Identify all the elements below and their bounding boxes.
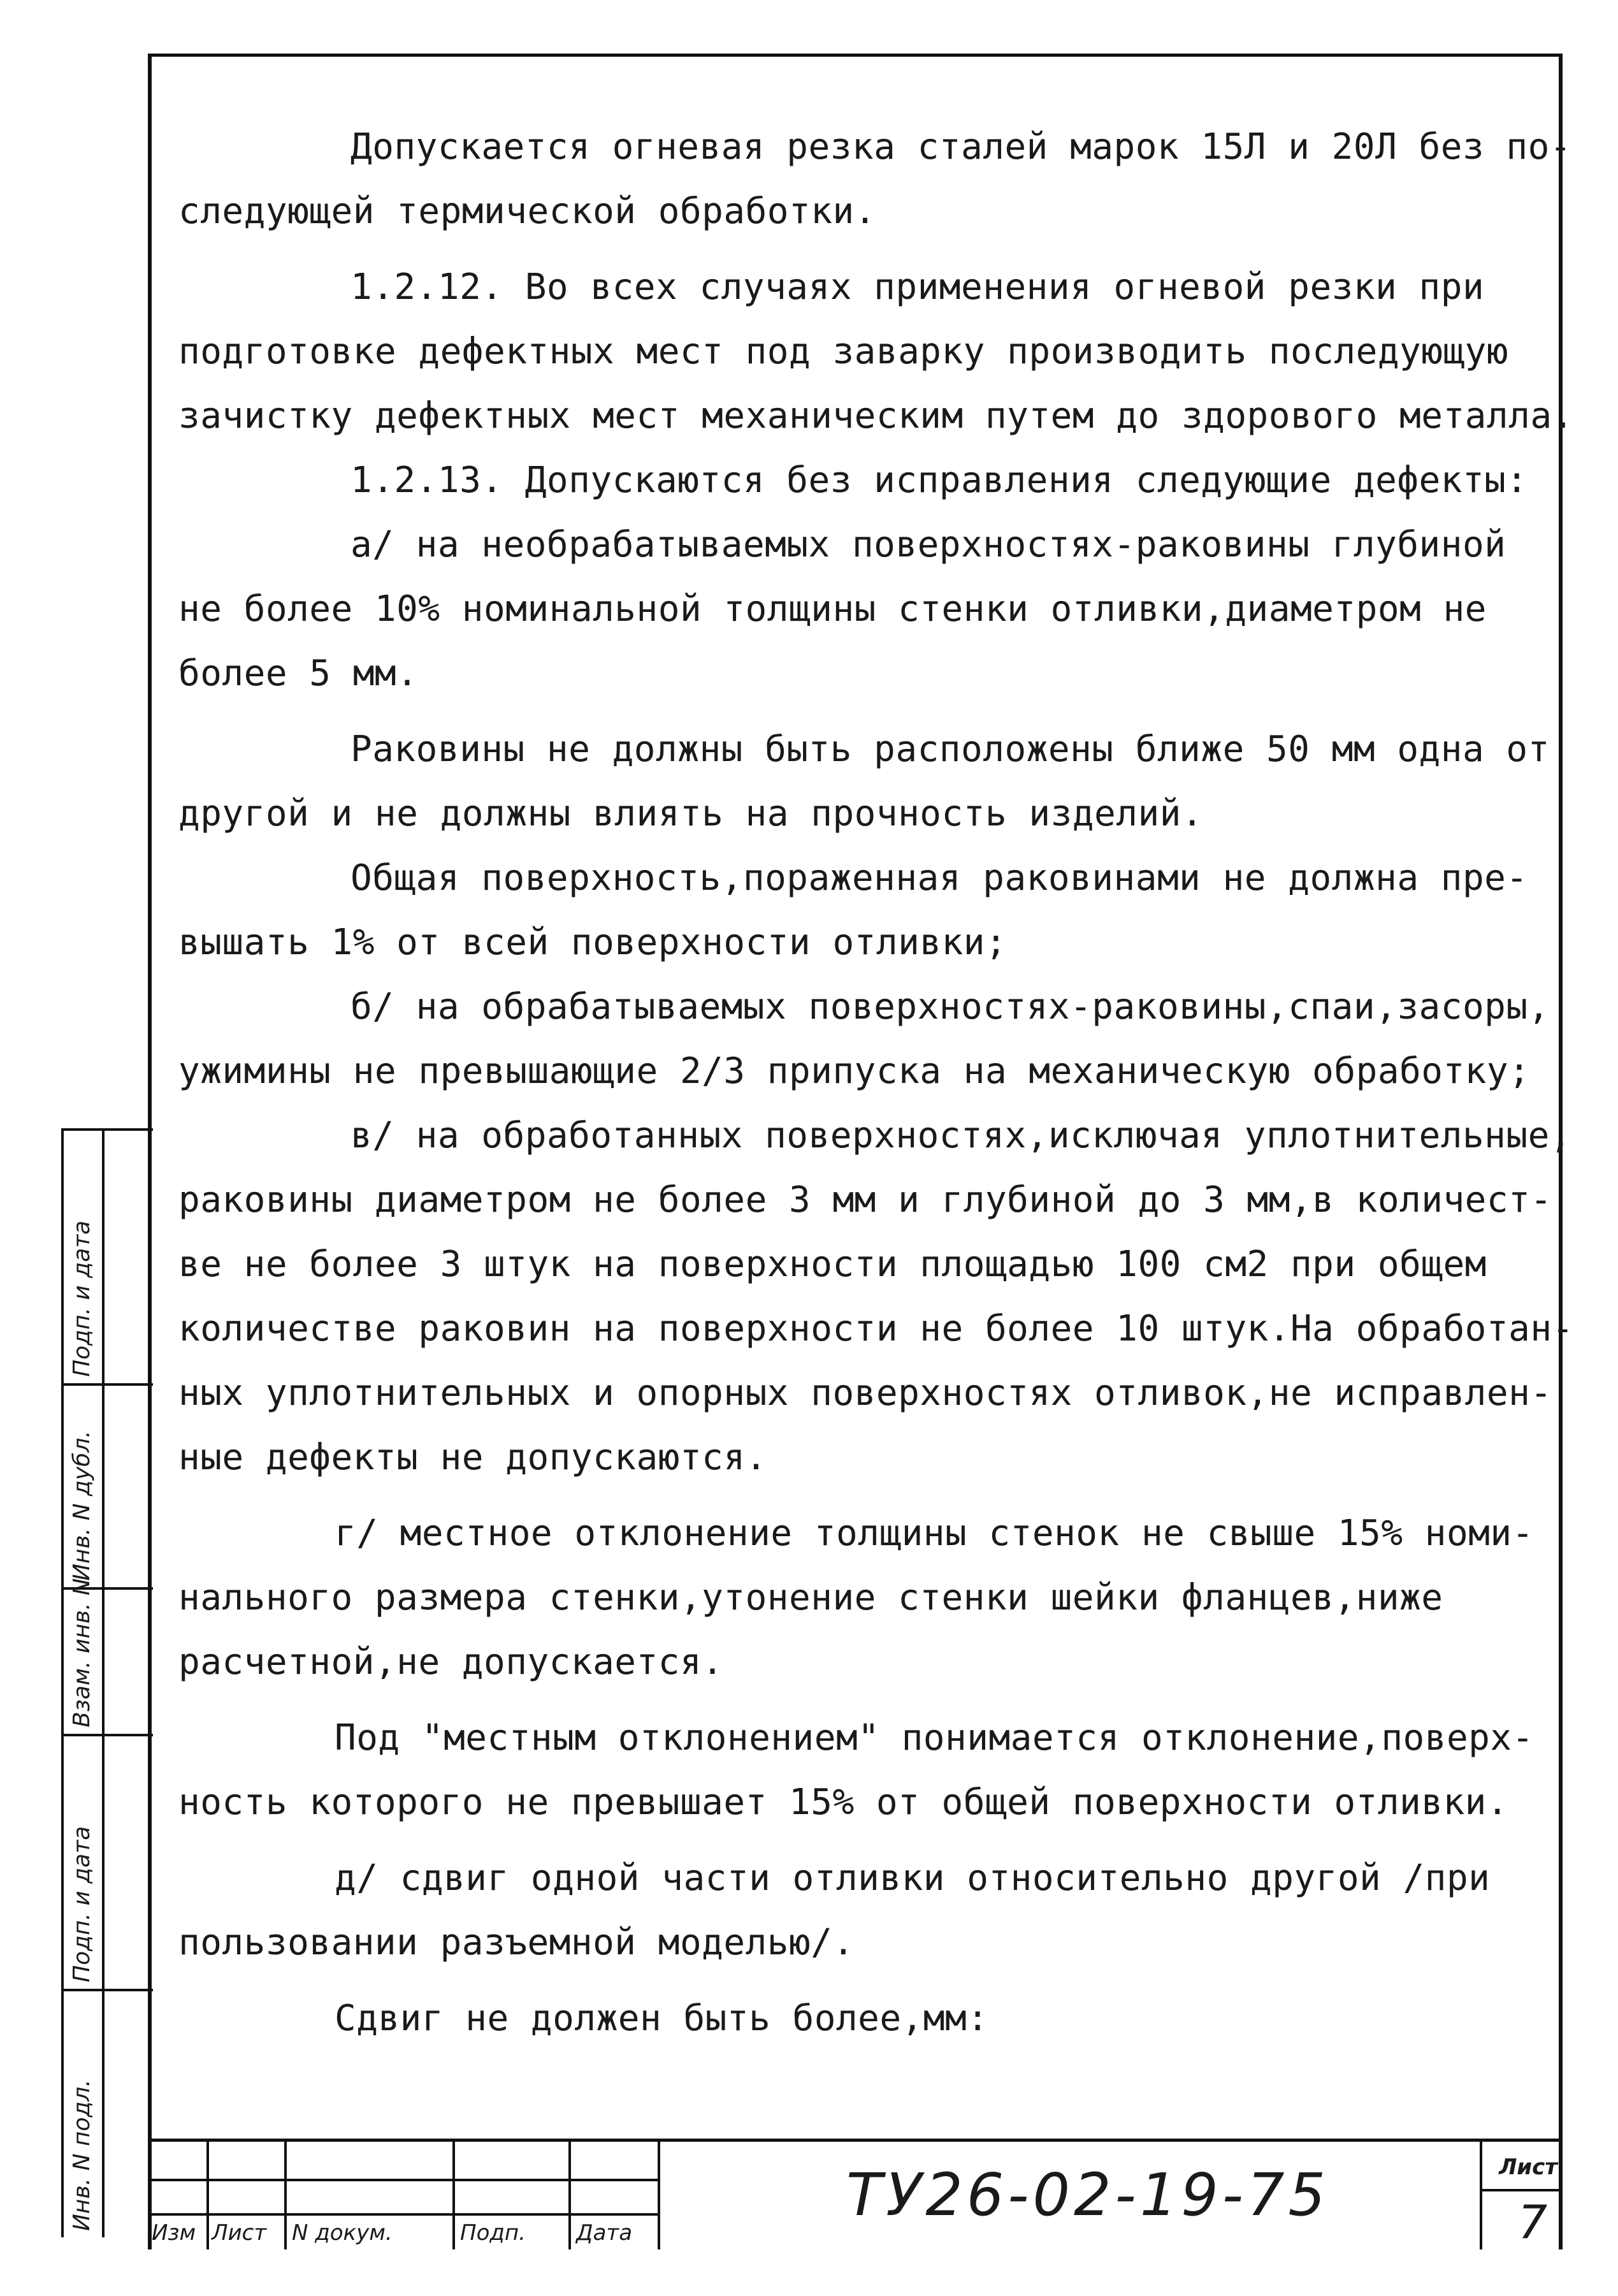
text-line: пользовании разъемной моделью/. xyxy=(178,1922,855,1963)
side-row-line xyxy=(61,1383,153,1386)
text-line: Сдвиг не должен быть более,мм: xyxy=(335,1998,989,2039)
stamp-row-line xyxy=(1480,2189,1563,2191)
text-line: раковины диаметром не более 3 мм и глубиной до 3 мм,в количест- xyxy=(178,1179,1552,1221)
text-line: в/ на обработанных поверхностях,исключая уплотнительные, xyxy=(350,1115,1572,1156)
sheet-label: Лист xyxy=(1499,2154,1557,2180)
side-col-line xyxy=(61,1128,64,2237)
text-line: Общая поверхность,пораженная раковинами не должна пре- xyxy=(350,857,1528,899)
text-line: б/ на обрабатываемых поверхностях-раковины,спаи,засоры, xyxy=(350,986,1550,1028)
text-line: ужимины не превышающие 2/3 припуска на механическую обработку; xyxy=(178,1050,1531,1092)
text-line: другой и не должны влиять на прочность изделий. xyxy=(178,793,1204,834)
text-line: а/ на необрабатываемых поверхностях-раковины глубиной xyxy=(350,524,1506,565)
text-line: д/ сдвиг одной части отливки относительно другой /при xyxy=(335,1857,1491,1899)
stamp-col-line xyxy=(452,2142,455,2249)
document-body xyxy=(178,115,1574,2051)
text-line: Допускается огневая резка сталей марок 15Л и 20Л без по- xyxy=(350,126,1572,168)
side-row-line xyxy=(61,1128,153,1131)
text-line: вышать 1% от всей поверхности отливки; xyxy=(178,922,1008,963)
text-line: нального размера стенки,утонение стенки шейки фланцев,ниже xyxy=(178,1577,1443,1618)
text-line: Раковины не должны быть расположены ближе 50 мм одна от xyxy=(350,729,1550,770)
side-row-line xyxy=(61,1989,153,1991)
text-line: г/ местное отклонение толщины стенок не свыше 15% номи- xyxy=(335,1513,1534,1554)
side-col-line xyxy=(102,1128,105,2237)
stamp-label-podp: Подп. xyxy=(460,2220,526,2246)
document-code: ТУ26-02-19-75 xyxy=(846,2161,1330,2229)
side-label-podp-data-2: Подп. и дата xyxy=(69,1220,95,1377)
text-line: зачистку дефектных мест механическим путем до здорового металла. xyxy=(178,395,1574,437)
sheet-number: 7 xyxy=(1518,2195,1547,2249)
stamp-col-line xyxy=(658,2142,660,2249)
text-line: не более 10% номинальной толщины стенки отливки,диаметром не xyxy=(178,588,1487,630)
text-line: подготовке дефектных мест под заварку производить последующую xyxy=(178,331,1509,372)
text-line: следующей термической обработки. xyxy=(178,191,876,232)
side-row-line xyxy=(61,1734,153,1736)
side-label-inv-dubl: Инв. N дубл. xyxy=(69,1430,95,1581)
stamp-row-line xyxy=(148,2213,658,2216)
text-line: расчетной,не допускается. xyxy=(178,1641,724,1683)
stamp-label-izm: Изм xyxy=(152,2220,196,2246)
stamp-col-line xyxy=(1480,2142,1482,2249)
side-label-podp-data-1: Подп. и дата xyxy=(69,1826,95,1982)
stamp-label-list: Лист xyxy=(212,2220,267,2246)
stamp-col-line xyxy=(568,2142,571,2249)
text-line: ность которого не превышает 15% от общей поверхности отливки. xyxy=(178,1782,1509,1823)
title-block xyxy=(148,2139,1563,2249)
stamp-row-line xyxy=(148,2179,658,2181)
stamp-label-ndokum: N докум. xyxy=(292,2220,393,2246)
stamp-label-data: Дата xyxy=(576,2220,633,2246)
stamp-col-line xyxy=(206,2142,209,2249)
text-line: Под "местным отклонением" понимается отклонение,поверх- xyxy=(335,1717,1534,1759)
side-label-vzam-inv: Взам. инв. N xyxy=(69,1578,95,1727)
text-line: ве не более 3 штук на поверхности площадью 100 см2 при общем xyxy=(178,1244,1487,1285)
text-line: 1.2.13. Допускаются без исправления следующие дефекты: xyxy=(350,460,1528,501)
text-line: количестве раковин на поверхности не более 10 штук.На обработан- xyxy=(178,1308,1574,1349)
text-line: ных уплотнительных и опорных поверхностях отливок,не исправлен- xyxy=(178,1372,1552,1414)
stamp-col-line xyxy=(284,2142,287,2249)
side-margin-table xyxy=(61,1128,153,2237)
text-line: более 5 мм. xyxy=(178,653,419,694)
side-label-inv-podl: Инв. N подл. xyxy=(69,2079,95,2231)
text-line: 1.2.12. Во всех случаях применения огневой резки при xyxy=(350,266,1485,308)
text-line: ные дефекты не допускаются. xyxy=(178,1437,767,1478)
